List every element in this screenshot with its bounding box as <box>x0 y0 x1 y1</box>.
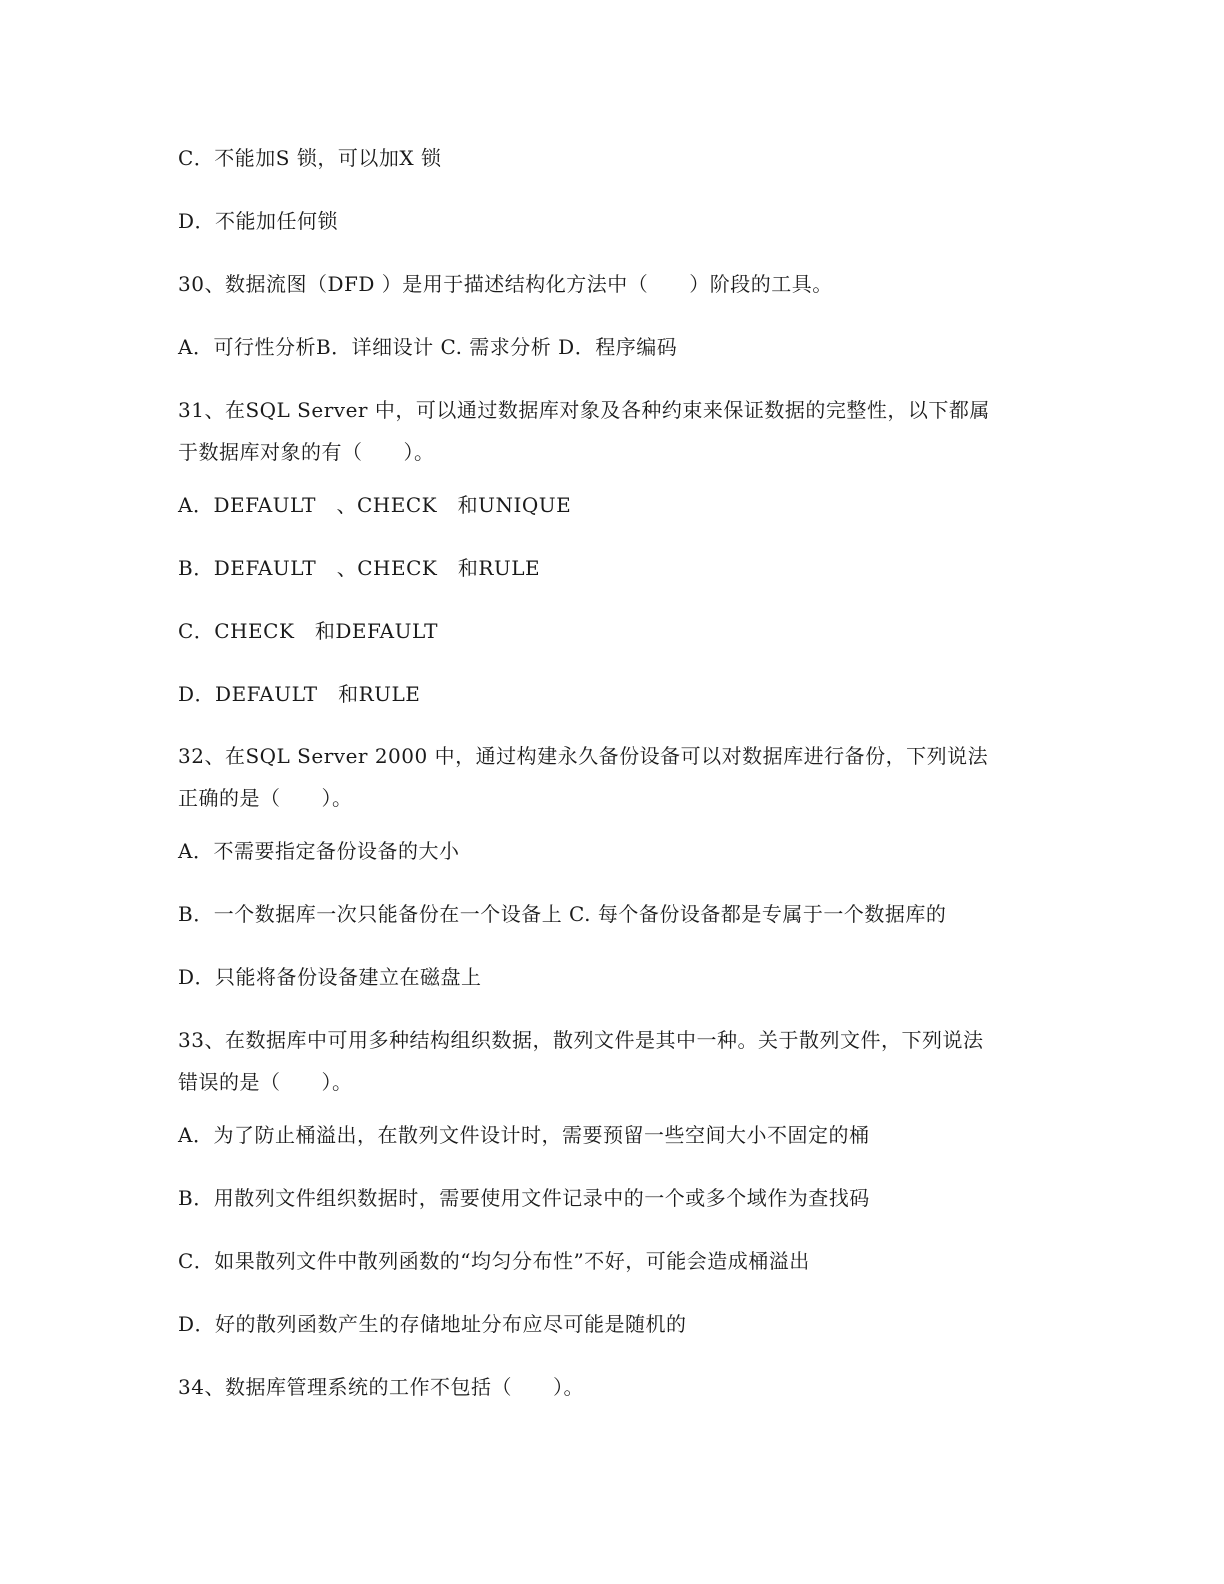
q33-option-d: D．好的散列函数产生的存储地址分布应尽可能是随机的 <box>178 1312 687 1336</box>
q31-stem-line1: 31、在SQL Server 中，可以通过数据库对象及各种约束来保证数据的完整性，以下都属 <box>178 398 990 422</box>
q33-option-b: B．用散列文件组织数据时，需要使用文件记录中的一个或多个域作为查找码 <box>178 1186 870 1210</box>
q32-stem-line2: 正确的是（ ）。 <box>178 786 353 810</box>
q29-option-d: D．不能加任何锁 <box>178 209 339 233</box>
q33-stem-line1: 33、在数据库中可用多种结构组织数据，散列文件是其中一种。关于散列文件，下列说法 <box>178 1028 984 1052</box>
q33-stem-line2: 错误的是（ ）。 <box>178 1070 353 1094</box>
q33-option-c: C．如果散列文件中散列函数的“均匀分布性”不好，可能会造成桶溢出 <box>178 1249 810 1273</box>
q31-stem-line2: 于数据库对象的有（ ）。 <box>178 440 435 464</box>
q33-option-a: A．为了防止桶溢出，在散列文件设计时，需要预留一些空间大小不固定的桶 <box>178 1123 870 1147</box>
q31-option-b: B．DEFAULT 、CHECK 和RULE <box>178 556 541 580</box>
q30-options: A．可行性分析B．详细设计 C. 需求分析 D．程序编码 <box>178 335 678 359</box>
q32-option-d: D．只能将备份设备建立在磁盘上 <box>178 965 482 989</box>
q29-option-c: C．不能加S 锁，可以加X 锁 <box>178 146 442 170</box>
q31-option-c: C．CHECK 和DEFAULT <box>178 619 438 643</box>
q32-option-bc: B．一个数据库一次只能备份在一个设备上 C. 每个备份设备都是专属于一个数据库的 <box>178 902 947 926</box>
q31-option-d: D．DEFAULT 和RULE <box>178 682 421 706</box>
q30-stem: 30、数据流图（DFD ）是用于描述结构化方法中（ ）阶段的工具。 <box>178 272 833 296</box>
q32-option-a: A．不需要指定备份设备的大小 <box>178 839 460 863</box>
q31-option-a: A．DEFAULT 、CHECK 和UNIQUE <box>178 493 572 517</box>
q32-stem-line1: 32、在SQL Server 2000 中，通过构建永久备份设备可以对数据库进行备份，下列说法 <box>178 744 989 768</box>
q34-stem: 34、数据库管理系统的工作不包括（ ）。 <box>178 1375 584 1399</box>
